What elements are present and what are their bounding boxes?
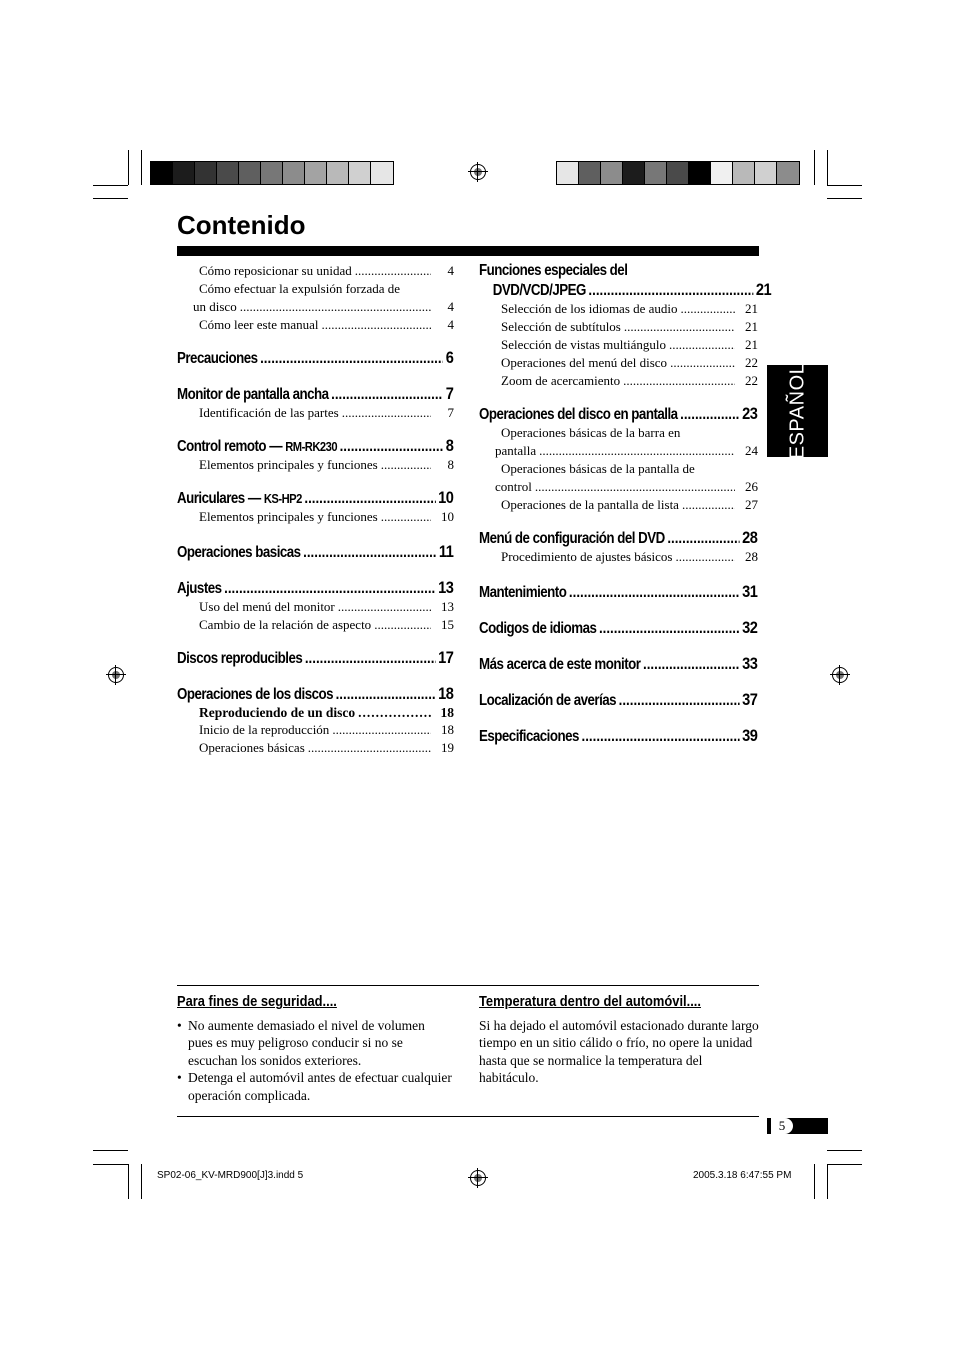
toc-heading-codigos[interactable]: Codigos de idiomas ..... 32	[479, 618, 757, 638]
toc-heading-menu-configuracion[interactable]: Menú de configuración del DVD ..... 28	[479, 528, 757, 548]
toc-entry[interactable]: Cómo leer este manual ..... 4	[177, 316, 454, 334]
toc-entry[interactable]: control ..... 26	[479, 478, 758, 496]
toc-entry-line: Operaciones básicas de la barra en	[501, 425, 681, 440]
title-rule	[177, 246, 759, 256]
toc-entry[interactable]: Uso del menú del monitor ..... 13	[177, 598, 454, 616]
toc-right-column	[479, 262, 772, 746]
crop-mark	[827, 1164, 862, 1165]
color-swatch	[689, 162, 711, 184]
crop-mark	[827, 1150, 862, 1151]
note-bullet: • Detenga el automóvil antes de efectuar cualquier operación complicada.	[177, 1069, 453, 1104]
color-bar-left	[150, 161, 394, 185]
toc-entry[interactable]: Cambio de la relación de aspecto ..... 15	[177, 616, 454, 634]
registration-mark-icon	[470, 1170, 486, 1186]
crop-mark	[814, 1164, 815, 1199]
toc-heading-control-remoto[interactable]: Control remoto — RM-RK230 ..... 8	[177, 436, 453, 456]
crop-mark	[827, 1164, 828, 1199]
toc-entry[interactable]: Procedimiento de ajustes básicos ..... 28	[479, 548, 758, 566]
color-bar-right	[556, 161, 800, 185]
toc-entry[interactable]: Operaciones de la pantalla de lista ..... 27	[479, 496, 758, 514]
toc-entry-line: Cómo efectuar la expulsión forzada de	[199, 281, 401, 296]
color-swatch	[173, 162, 195, 184]
toc-entry-line: Operaciones básicas de la pantalla de	[501, 461, 695, 476]
toc-entry[interactable]: Selección de vistas multiángulo ..... 21	[479, 336, 758, 354]
toc-heading-precauciones[interactable]: Precauciones ..... 6	[177, 348, 453, 368]
color-swatch	[711, 162, 733, 184]
color-swatch	[151, 162, 173, 184]
language-tab-label: ESPAÑOL	[786, 362, 808, 460]
crop-mark	[93, 1164, 128, 1165]
crop-mark	[814, 150, 815, 185]
color-swatch	[327, 162, 349, 184]
toc-entry[interactable]: Identificación de las partes ..... 7	[177, 404, 454, 422]
toc-entry[interactable]: Elementos principales y funciones ..... 8	[177, 456, 454, 474]
crop-mark	[93, 185, 128, 186]
toc-heading-mantenimiento[interactable]: Mantenimiento ..... 31	[479, 582, 757, 602]
registration-mark-icon	[470, 164, 486, 180]
color-swatch	[557, 162, 579, 184]
toc-left-column	[177, 262, 454, 757]
crop-mark	[93, 198, 128, 199]
toc-entry[interactable]: Elementos principales y funciones ..... 10	[177, 508, 454, 526]
color-swatch	[755, 162, 777, 184]
crop-mark	[141, 150, 142, 185]
page-title: Contenido	[177, 210, 306, 240]
crop-mark	[128, 1164, 129, 1199]
notes-rule-top	[177, 985, 759, 986]
toc-entry[interactable]: un disco ..... 4	[177, 298, 454, 316]
color-swatch	[601, 162, 623, 184]
toc-heading-operaciones-pantalla[interactable]: Operaciones del disco en pantalla ..... 23	[479, 404, 757, 424]
toc-heading-especificaciones[interactable]: Especificaciones ..... 39	[479, 726, 757, 746]
page-number: 5	[771, 1118, 793, 1134]
toc-entry[interactable]: Zoom de acercamiento ..... 22	[479, 372, 758, 390]
toc-heading-funciones[interactable]: DVD/VCD/JPEG ..... 21	[479, 280, 771, 300]
color-swatch	[371, 162, 393, 184]
color-swatch	[283, 162, 305, 184]
crop-mark	[93, 1150, 128, 1151]
toc-heading-discos-reproducibles[interactable]: Discos reproducibles ..... 17	[177, 648, 453, 668]
language-tab	[767, 362, 828, 460]
color-swatch	[349, 162, 371, 184]
footer-date: 2005.3.18 6:47:55 PM	[693, 1170, 792, 1181]
color-swatch	[733, 162, 755, 184]
color-swatch	[623, 162, 645, 184]
toc-entry[interactable]: pantalla ..... 24	[479, 442, 758, 460]
crop-mark	[827, 185, 862, 186]
note-bullet: • No aumente demasiado el nivel de volumen pues es muy peligroso conducir si no se escuchan los sonidos exteriores.	[177, 1017, 453, 1070]
color-swatch	[217, 162, 239, 184]
note-seguridad	[177, 993, 453, 1104]
toc-heading-ajustes[interactable]: Ajustes ..... 13	[177, 578, 453, 598]
color-swatch	[667, 162, 689, 184]
color-swatch	[195, 162, 217, 184]
footer-file: SP02-06_KV-MRD900[J]3.indd 5	[157, 1170, 304, 1181]
toc-entry[interactable]: Selección de subtítulos ..... 21	[479, 318, 758, 336]
toc-heading-operaciones-discos[interactable]: Operaciones de los discos ..... 18	[177, 684, 453, 704]
note-temperatura	[479, 993, 759, 1087]
toc-heading-operaciones-basicas[interactable]: Operaciones basicas ..... 11	[177, 542, 453, 562]
registration-mark-icon	[832, 667, 848, 683]
registration-mark-icon	[108, 667, 124, 683]
color-swatch	[261, 162, 283, 184]
note-title: Para fines de seguridad....	[177, 993, 337, 1010]
page-number-tab	[767, 1118, 828, 1134]
toc-heading-monitor[interactable]: Monitor de pantalla ancha ..... 7	[177, 384, 453, 404]
crop-mark	[827, 198, 862, 199]
toc-heading-auriculares[interactable]: Auriculares — KS-HP2 ..... 10	[177, 488, 453, 508]
crop-mark	[128, 150, 129, 185]
notes-rule-bottom	[177, 1116, 759, 1117]
color-swatch	[579, 162, 601, 184]
toc-entry[interactable]: Operaciones del menú del disco ..... 22	[479, 354, 758, 372]
color-swatch	[645, 162, 667, 184]
color-swatch	[777, 162, 799, 184]
color-swatch	[239, 162, 261, 184]
note-text: Si ha dejado el automóvil estacionado durante largo tiempo en un sitio cálido o frío, no opere la unidad hasta que se normalice la temperatura del habitáculo.	[479, 1017, 759, 1085]
toc-heading-mas-acerca[interactable]: Más acerca de este monitor ..... 33	[479, 654, 757, 674]
note-title: Temperatura dentro del automóvil....	[479, 993, 701, 1010]
toc-entry[interactable]: Inicio de la reproducción ..... 18	[177, 721, 454, 739]
toc-entry-bold[interactable]: Reproduciendo de un disco ..... 18	[177, 704, 454, 721]
color-swatch	[305, 162, 327, 184]
crop-mark	[827, 150, 828, 185]
toc-entry[interactable]: Cómo reposicionar su unidad ..... 4	[177, 262, 454, 280]
toc-heading-line: Funciones especiales del	[479, 262, 628, 279]
toc-entry[interactable]: Operaciones básicas ..... 19	[177, 739, 454, 757]
crop-mark	[141, 1164, 142, 1199]
toc-entry[interactable]: Selección de los idiomas de audio ..... 21	[479, 300, 758, 318]
toc-heading-averias[interactable]: Localización de averías ..... 37	[479, 690, 757, 710]
